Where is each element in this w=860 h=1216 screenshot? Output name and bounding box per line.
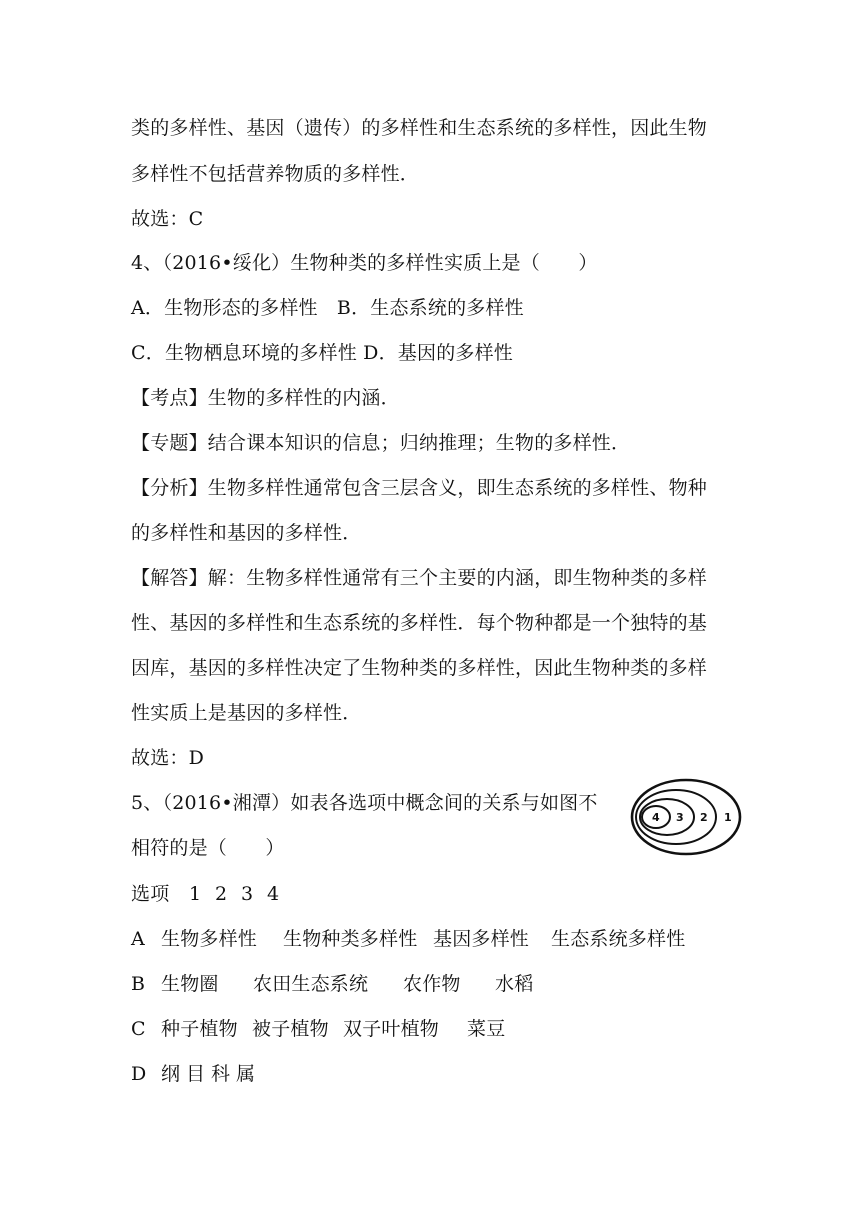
table-header-cell: 2 [215,883,228,905]
table-cell: 目 [186,1063,206,1085]
table-cell: 种子植物 [161,1018,238,1040]
table-cell: 生物圈 [161,973,219,995]
table-cell: 水稻 [495,973,534,995]
q4-answer: 故选：D [131,747,205,769]
table-header-cell: 4 [267,883,280,905]
q4-jieda-line-1: 【解答】解：生物多样性通常有三个主要的内涵，即生物种类的多样 [131,567,708,589]
table-cell: D [131,1063,147,1085]
table-cell: 农作物 [403,973,461,995]
q4-options-row-2: C．生物栖息环境的多样性 D．基因的多样性 [131,342,514,364]
table-header-cell: 1 [189,883,202,905]
prev-paragraph-line-2: 多样性不包括营养物质的多样性． [131,163,420,185]
q4-jieda-line-3: 因库，基因的多样性决定了生物种类的多样性，因此生物种类的多样 [131,657,708,679]
table-cell: 菜豆 [467,1018,506,1040]
q5-table-header [131,882,279,906]
q4-kaodian: 【考点】生物的多样性的内涵． [131,387,400,409]
table-cell: 生物种类多样性 [283,928,418,950]
table-header-cell: 选项 [131,883,170,905]
q4-zhuanti: 【专题】结合课本知识的信息；归纳推理；生物的多样性． [131,432,631,454]
table-cell: 双子叶植物 [343,1018,440,1040]
table-cell: 基因多样性 [433,928,530,950]
table-row [131,1062,255,1086]
table-row [131,972,533,996]
q5-stem-line-2: 相符的是（ ） [131,837,285,859]
prev-paragraph-line-1: 类的多样性、基因（遗传）的多样性和生态系统的多样性，因此生物 [131,117,708,139]
q5-stem-line-1: 5、（2016•湘潭）如表各选项中概念间的关系与如图不 [131,792,598,814]
q4-stem: 4、（2016•绥化）生物种类的多样性实质上是（ ） [131,252,598,274]
q4-options-row-1: A．生物形态的多样性 B．生态系统的多样性 [131,297,524,319]
q4-fenxi-line-1: 【分析】生物多样性通常包含三层含义，即生态系统的多样性、物种 [131,477,708,499]
q4-jieda-line-2: 性、基因的多样性和生态系统的多样性．每个物种都是一个独特的基 [131,612,708,634]
q4-fenxi-line-2: 的多样性和基因的多样性． [131,522,362,544]
diagram-label-3: 3 [676,811,684,824]
table-cell: 被子植物 [252,1018,329,1040]
diagram-label-2: 2 [700,811,708,824]
table-cell: 纲 [161,1063,181,1085]
table-cell: C [131,1018,146,1040]
table-cell: 科 [211,1063,231,1085]
q4-jieda-line-4: 性实质上是基因的多样性． [131,702,362,724]
table-cell: 属 [236,1063,256,1085]
diagram-label-4: 4 [652,811,660,824]
table-cell: A [131,928,145,950]
table-row [131,927,685,951]
prev-answer: 故选：C [131,208,204,230]
table-cell: 农田生态系统 [253,973,369,995]
table-cell: B [131,973,146,995]
table-header-cell: 3 [241,883,254,905]
table-cell: 生物多样性 [161,928,258,950]
nested-circles-diagram [630,778,742,856]
table-row [131,1017,505,1041]
diagram-label-1: 1 [724,811,732,824]
table-cell: 生态系统多样性 [551,928,686,950]
